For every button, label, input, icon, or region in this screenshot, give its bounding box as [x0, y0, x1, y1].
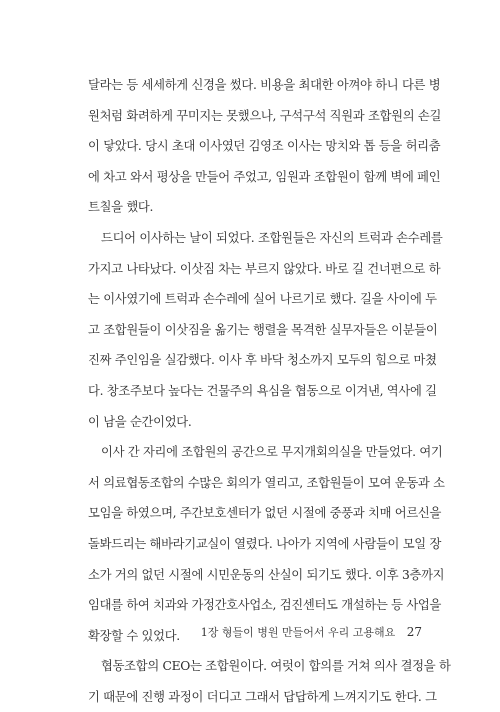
text-line: 다. 창조주보다 높다는 건물주의 욕심을 협동으로 이겨낸, 역사에 길 [88, 383, 437, 398]
text-line: 가지고 나타났다. 이삿짐 차는 부르지 않았다. 바로 길 건너편으로 하 [88, 261, 441, 276]
text-line: 모임을 하였으며, 주간보호센터가 없던 시절에 중풍과 치매 어르신을 [88, 506, 442, 521]
text-line: 기 때문에 진행 과정이 더디고 그래서 답답하게 느껴지기도 한다. 그 [88, 689, 437, 704]
text-line: 트칠을 했다. [88, 200, 154, 215]
text-line: 달라는 등 세세하게 신경을 썼다. 비용을 최대한 아껴야 하니 다른 병 [88, 78, 441, 92]
text-line: 서 의료협동조합의 수많은 회의가 열리고, 조합원들이 모여 운동과 소 [88, 475, 445, 490]
page-footer [201, 625, 422, 640]
text-line: 돌봐드리는 해바라기교실이 열렸다. 나아가 지역에 사람들이 모일 장 [88, 536, 442, 551]
text-line: 고 조합원들이 이삿짐을 옮기는 행렬을 목격한 실무자들은 이분들이 [88, 322, 438, 337]
page-number: 27 [406, 625, 422, 639]
text-line: 이사 간 자리에 조합원의 공간으로 무지개회의실을 만들었다. 여기 [101, 445, 443, 460]
text-line: 이 닿았다. 당시 초대 이사였던 김영조 이사는 망치와 톱 등을 허리춤 [88, 139, 441, 154]
text-line: 협동조합의 CEO는 조합원이다. 여럿이 합의를 거쳐 의사 결정을 하 [101, 659, 451, 674]
body-text [88, 70, 451, 712]
text-line: 진짜 주인임을 실감했다. 이사 후 바닥 청소까지 모두의 힘으로 마쳤 [88, 353, 437, 368]
text-line: 이 남을 순간이었다. [88, 414, 192, 429]
text-line: 원처럼 화려하게 꾸미지는 못했으나, 구석구석 직원과 조합원의 손길 [88, 108, 442, 123]
text-line: 확장할 수 있었다. [88, 628, 180, 643]
text-line: 에 차고 와서 평상을 만들어 주었고, 임원과 조합원이 함께 벽에 페인 [88, 169, 441, 184]
text-line: 임대를 하여 치과와 가정간호사업소, 검진센터도 개설하는 등 사업을 [88, 598, 442, 613]
text-line: 소가 거의 없던 시절에 시민운동의 산실이 되기도 했다. 이후 3층까지 [88, 567, 445, 582]
running-footer-chapter: 1장 형들이 병원 만들어서 우리 고용해요 [200, 626, 396, 639]
text-line: 드디어 이사하는 날이 되었다. 조합원들은 자신의 트럭과 손수레를 [101, 230, 443, 245]
text-line: 는 이사였기에 트럭과 손수레에 실어 나르기로 했다. 길을 사이에 두 [88, 292, 437, 307]
